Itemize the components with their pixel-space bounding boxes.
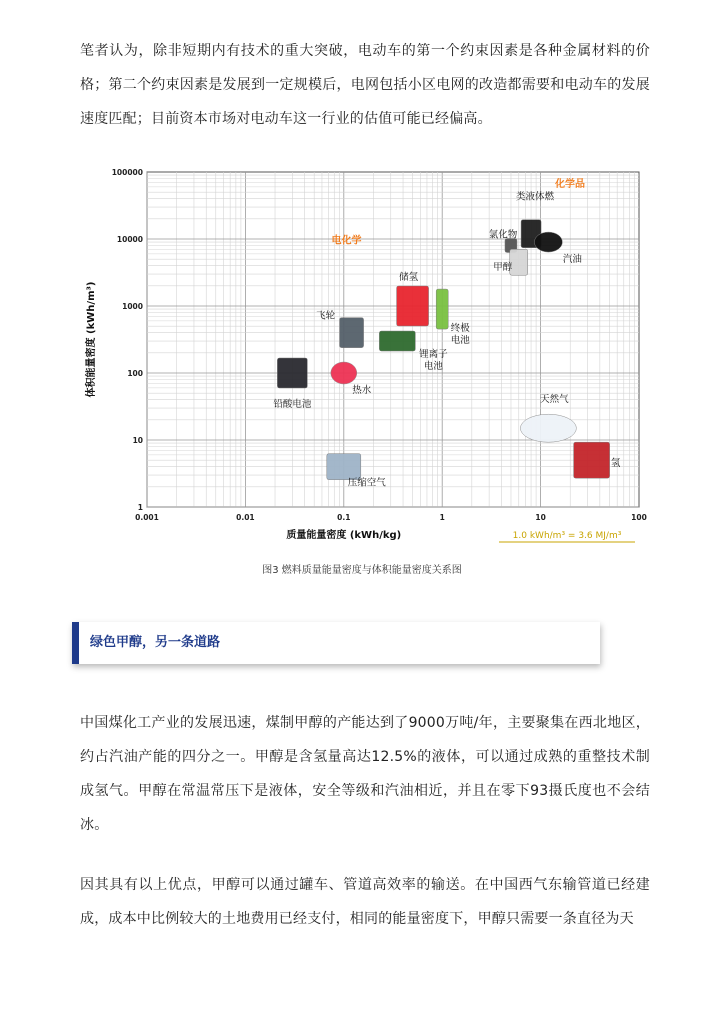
x-tick-label: 10 [535,513,546,522]
paragraph-intro: 笔者认为，除非短期内有技术的重大突破，电动车的第一个约束因素是各种金属材料的价格；第二个约束因素是发展到一定规模后，电网包括小区电网的改造都需要和电动车的发展速度匹配；目前资本市场对电动车这一行业的估值可能已经偏高。 [80,43,650,127]
data-point-marker [277,358,307,388]
data-point-marker [340,318,364,348]
data-point-label: 类液体燃 [516,191,555,203]
figure-caption: 图3 燃料质量能量密度与体积能量密度关系图 [262,565,462,576]
data-point-label: 热水 [352,385,372,396]
data-point-label: 锂离子电池 [419,349,448,373]
paragraph-transport: 因其具有以上优点，甲醇可以通过罐车、管道高效率的输送。在中国西气东输管道已经建成，成本中比例较大的土地费用已经支付，相同的能量密度下，甲醇只需要一条直径为天 [80,877,650,927]
data-point-label: 氢 [610,458,621,470]
section-title: 绿色甲醇，另一条道路 [90,635,221,650]
data-point-label: 压缩空气 [347,477,386,489]
x-tick-label: 1 [439,513,445,522]
y-tick-label: 1 [137,503,143,512]
data-point-marker [327,454,361,480]
y-axis-title: 体积能量密度 (kWh/m³) [86,281,97,398]
chart-svg [80,160,650,550]
section-header [72,622,600,664]
data-point-label: 甲醇 [493,262,513,274]
y-tick-label: 100000 [111,168,143,177]
data-point-marker [379,331,415,351]
group-label-electrochemistry: 电化学 [331,235,362,247]
x-axis-title: 质量能量密度 (kWh/kg) [286,530,402,541]
data-point-marker [574,442,610,478]
data-point-label: 氯化物 [488,229,518,241]
data-point-marker [397,286,429,326]
x-tick-label: 100 [631,513,647,522]
conversion-note: 1.0 kWh/m³ = 3.6 MJ/m³ [512,531,622,541]
data-point-label: 储氢 [399,272,419,283]
paragraph-methanol: 中国煤化工产业的发展迅速，煤制甲醇的产能达到了9000万吨/年，主要聚集在西北地区，约占汽油产能的四分之一。甲醇是含氢量高达12.5%的液体，可以通过成熟的重整技术制成氢气。甲醇在常温常压下是液体，安全等级和汽油相近，并且在零下93摄氏度也不会结冰。 [80,715,650,833]
x-tick-label: 0.001 [135,513,159,522]
y-tick-label: 10 [132,436,143,445]
y-tick-label: 1000 [122,302,143,311]
data-point-label: 汽油 [562,254,582,266]
data-point-marker [534,232,562,252]
data-point-marker [436,289,448,329]
energy-density-chart [80,160,650,550]
y-tick-label: 100 [127,369,143,378]
group-label-chemicals: 化学品 [554,178,585,190]
x-tick-label: 0.01 [236,513,255,522]
data-point-label: 终极电池 [450,323,470,347]
section-accent-bar [72,622,79,664]
data-point-label: 飞轮 [316,310,336,322]
y-tick-label: 10000 [116,235,143,244]
x-tick-label: 0.1 [337,513,351,522]
data-point-label: 铅酸电池 [273,399,312,410]
data-point-marker [510,249,528,275]
data-point-label: 天然气 [540,394,569,406]
data-point-marker [331,362,357,384]
data-point-marker [520,414,576,442]
